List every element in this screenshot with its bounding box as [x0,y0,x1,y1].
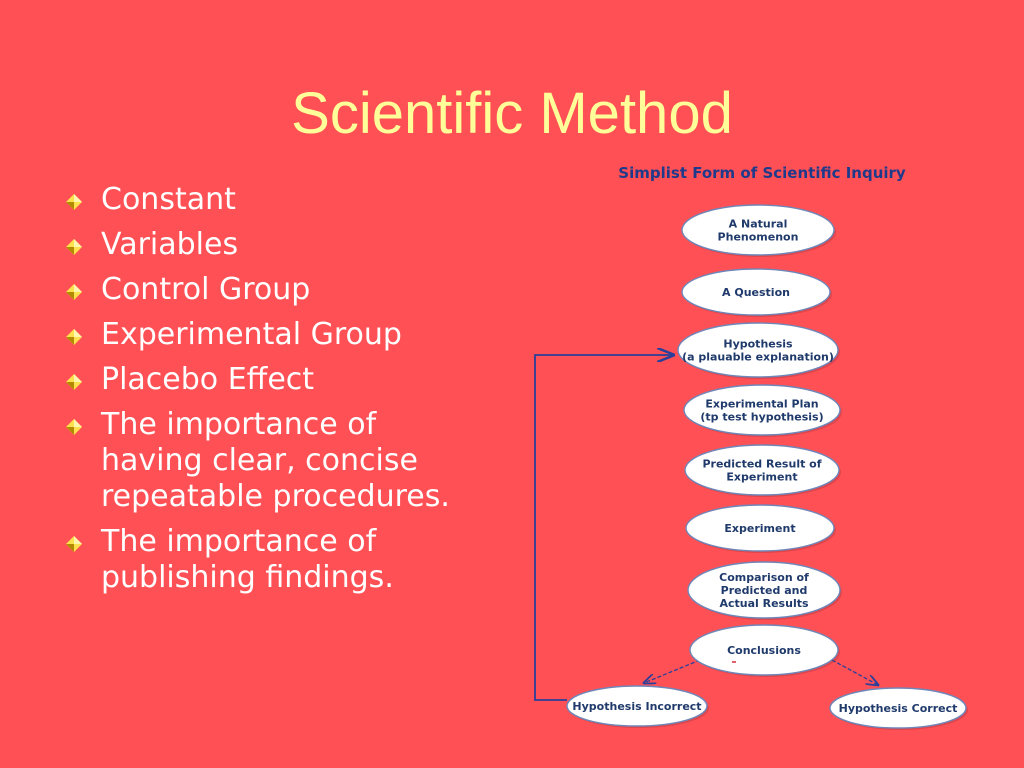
bullet-text: Variables [101,227,239,262]
bullet-item [64,227,484,263]
node-label: Experimental Plan [705,397,819,411]
to-incorrect-arrow [644,660,700,683]
bullet-text: Placebo Effect [101,362,315,397]
bullet-item [64,182,484,218]
diagram-title: Simplist Form of Scientific Inquiry [618,164,906,182]
node-comparison [688,562,842,620]
node-label: Conclusions [727,644,801,657]
node-label: A Question [722,286,790,299]
node-conclusions [690,625,840,677]
node-phenomenon [682,205,836,257]
diamond-bullet-icon [66,194,82,210]
node-experiment [686,505,836,553]
node-label: (tp test hypothesis) [700,410,824,424]
bullet-item [64,362,484,398]
node-predicted [685,445,841,497]
node-question [682,269,832,317]
diamond-bullet-icon [66,284,82,300]
node-label: Predicted and [720,584,808,597]
bullet-text: Control Group [101,272,311,307]
node-label: Predicted Result of [702,457,822,471]
diagram-nodes [567,205,968,730]
bullet-item [64,524,484,596]
diamond-bullet-icon [66,374,82,390]
diamond-bullet-icon [66,536,82,552]
node-label: A Natural [728,217,788,231]
node-label: (a plauable explanation) [682,350,834,364]
inquiry-flow-diagram [500,150,1020,750]
node-label: Hypothesis [723,337,793,351]
node-label: Hypothesis Correct [838,702,958,715]
bullet-text: The importance of having clear, concise repeatable procedures. [101,407,450,514]
node-label: Actual Results [719,597,809,610]
bullet-item [64,407,484,515]
diamond-bullet-icon [66,239,82,255]
bullet-item [64,317,484,353]
node-label: Comparison of [719,571,809,584]
node-incorrect [567,686,709,728]
node-label: Phenomenon [717,230,799,244]
bullet-item [64,272,484,308]
node-label: Experiment [724,522,796,535]
slide-title: Scientific Method [291,81,733,146]
bullet-text: The importance of publishing findings. [101,524,394,595]
node-plan [684,385,842,437]
node-label: Experiment [726,470,798,484]
node-correct [830,688,968,730]
node-label: Hypothesis Incorrect [572,700,702,713]
feedback-loop-arrow [535,355,673,700]
bullet-text: Constant [101,182,236,217]
to-correct-arrow [832,660,878,685]
diamond-bullet-icon [66,329,82,345]
node-hypothesis [678,323,840,379]
diamond-bullet-icon [66,419,82,435]
bullet-list [64,182,484,605]
bullet-text: Experimental Group [101,317,402,352]
